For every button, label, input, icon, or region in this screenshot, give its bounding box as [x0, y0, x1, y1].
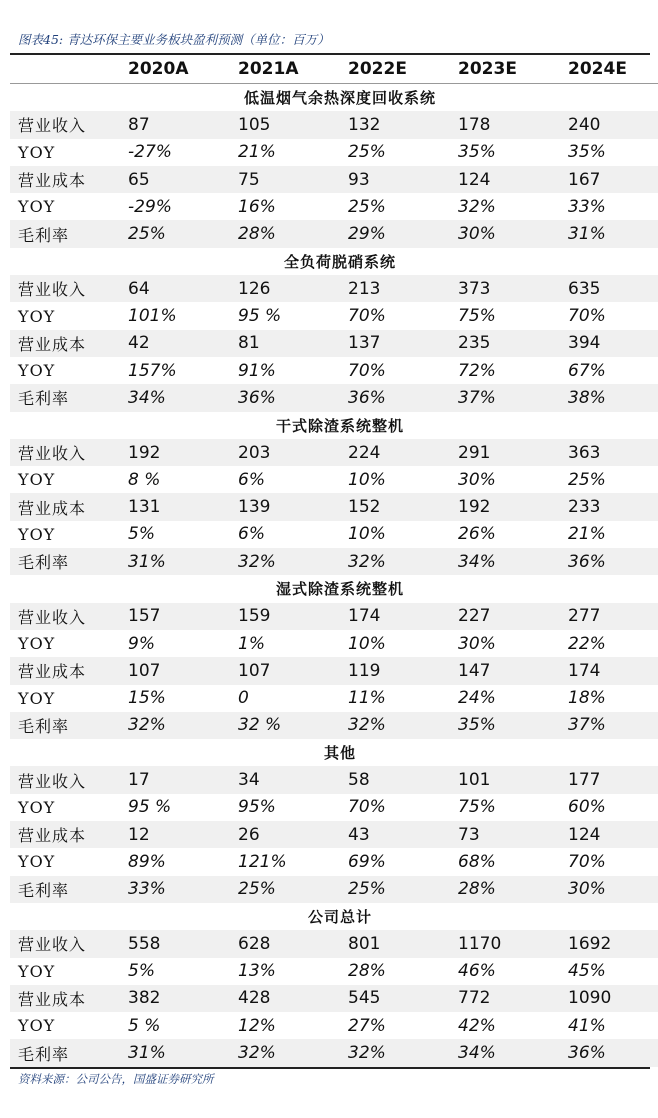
table-cell: 119	[340, 657, 450, 684]
table-cell: 22%	[568, 633, 606, 654]
row-label: 营业收入	[10, 930, 120, 957]
table-cell: 277	[560, 603, 658, 630]
row-label: 营业成本	[10, 657, 120, 684]
table-cell: 635	[560, 275, 658, 302]
table-cell: 25%	[348, 196, 386, 217]
table-cell: 30%	[458, 633, 496, 654]
table-cell: 24%	[458, 688, 496, 709]
row-label: 营业成本	[10, 166, 120, 193]
table-cell: 36%	[340, 384, 450, 411]
table-cell: 70%	[348, 360, 386, 381]
section-title: 干式除渣系统整机	[275, 416, 404, 435]
table-cell: 9%	[128, 633, 155, 654]
table-cell: 18%	[568, 688, 606, 709]
row-label: 毛利率	[10, 876, 120, 903]
table-row	[10, 985, 658, 1012]
table-cell: 124	[560, 821, 658, 848]
table-cell: 29%	[340, 220, 450, 247]
bottom-rule	[10, 1067, 650, 1069]
table-row	[10, 821, 658, 848]
table-cell: 28%	[348, 961, 386, 982]
table-cell: 42	[120, 330, 230, 357]
row-label: YOY	[18, 852, 56, 872]
table-cell: 58	[340, 766, 450, 793]
table-cell: -27%	[128, 142, 172, 163]
table-cell: 95 %	[128, 797, 172, 818]
table-cell: 1090	[560, 985, 658, 1012]
table-row	[10, 521, 658, 548]
table-cell: 41%	[568, 1015, 606, 1036]
table-cell: 6%	[238, 524, 265, 545]
row-label: 营业成本	[10, 985, 120, 1012]
table-cell: 174	[560, 657, 658, 684]
row-label: YOY	[18, 470, 56, 490]
table-cell: 6%	[238, 469, 265, 490]
table-cell: 159	[230, 603, 340, 630]
table-cell: 394	[560, 330, 658, 357]
table-row	[10, 193, 658, 220]
table-cell: 26	[230, 821, 340, 848]
row-label: YOY	[18, 361, 56, 381]
table-cell: 32%	[458, 196, 496, 217]
table-row	[10, 766, 658, 793]
table-cell: 801	[340, 930, 450, 957]
table-cell: 35%	[458, 142, 496, 163]
table-cell: 240	[560, 111, 658, 138]
table-cell: 772	[450, 985, 560, 1012]
table-cell: 45%	[568, 961, 606, 982]
table-cell: 28%	[230, 220, 340, 247]
row-label: 营业收入	[10, 111, 120, 138]
table-cell: 8 %	[128, 469, 161, 490]
table-cell: 70%	[348, 797, 386, 818]
table-cell: 38%	[560, 384, 658, 411]
table-cell: 31%	[120, 548, 230, 575]
row-label: 营业成本	[10, 493, 120, 520]
row-label: YOY	[18, 197, 56, 217]
table-cell: 95%	[238, 797, 276, 818]
table-cell: 139	[230, 493, 340, 520]
table-cell: 34%	[450, 1039, 560, 1066]
section-header-row	[10, 412, 658, 439]
table-cell: 25%	[348, 142, 386, 163]
table-cell: 70%	[568, 306, 606, 327]
table-cell: 30%	[450, 220, 560, 247]
header-year: 2021A	[230, 55, 340, 84]
table-row	[10, 439, 658, 466]
table-body	[10, 84, 658, 1067]
table-cell: 17	[120, 766, 230, 793]
table-cell: 203	[230, 439, 340, 466]
section-header-row	[10, 248, 658, 275]
table-cell: 67%	[568, 360, 606, 381]
table-cell: 36%	[230, 384, 340, 411]
header-year: 2024E	[560, 55, 658, 84]
table-cell: 32%	[230, 1039, 340, 1066]
table-cell: 224	[340, 439, 450, 466]
table-cell: 35%	[450, 712, 560, 739]
table-cell: 75	[230, 166, 340, 193]
section-header-row	[10, 84, 658, 112]
table-cell: 89%	[128, 851, 166, 872]
forecast-table	[10, 55, 658, 1067]
table-row	[10, 302, 658, 329]
table-row	[10, 357, 658, 384]
row-label: YOY	[18, 634, 56, 654]
table-cell: 33%	[568, 196, 606, 217]
row-label: YOY	[18, 142, 56, 162]
table-row	[10, 220, 658, 247]
table-cell: 91%	[238, 360, 276, 381]
table-cell: 137	[340, 330, 450, 357]
row-label: YOY	[18, 961, 56, 981]
table-row	[10, 794, 658, 821]
table-cell: 10%	[348, 469, 386, 490]
table-cell: 10%	[348, 633, 386, 654]
table-cell: 12%	[238, 1015, 276, 1036]
table-row	[10, 1039, 658, 1066]
table-row	[10, 166, 658, 193]
table-row	[10, 275, 658, 302]
table-cell: 60%	[568, 797, 606, 818]
table-cell: 32%	[340, 1039, 450, 1066]
header-row	[10, 55, 658, 84]
section-title: 湿式除渣系统整机	[275, 580, 404, 599]
table-cell: 28%	[450, 876, 560, 903]
table-cell: 157	[120, 603, 230, 630]
table-cell: 178	[450, 111, 560, 138]
table-cell: 167	[560, 166, 658, 193]
table-row	[10, 685, 658, 712]
row-label: 毛利率	[10, 548, 120, 575]
table-cell: 32%	[120, 712, 230, 739]
table-cell: 68%	[458, 851, 496, 872]
table-row	[10, 876, 658, 903]
table-cell: 12	[120, 821, 230, 848]
table-cell: 43	[340, 821, 450, 848]
table-cell: 382	[120, 985, 230, 1012]
table-row	[10, 712, 658, 739]
section-title: 全负荷脱硝系统	[283, 252, 396, 271]
table-cell: 15%	[128, 688, 166, 709]
table-cell: 72%	[458, 360, 496, 381]
table-cell: 70%	[348, 306, 386, 327]
header-year: 2023E	[450, 55, 560, 84]
section-header-row	[10, 575, 658, 602]
table-title: 图表45: 青达环保主要业务板块盈利预测（单位：百万）	[18, 32, 330, 47]
table-row	[10, 111, 658, 138]
table-row	[10, 330, 658, 357]
table-cell: 32 %	[230, 712, 340, 739]
row-label: 营业收入	[10, 439, 120, 466]
table-cell: 558	[120, 930, 230, 957]
header-year: 2022E	[340, 55, 450, 84]
table-cell: 227	[450, 603, 560, 630]
table-row	[10, 848, 658, 875]
table-cell: 25%	[230, 876, 340, 903]
table-cell: 75%	[458, 306, 496, 327]
table-cell: 32%	[340, 548, 450, 575]
source-note: 资料来源：公司公告，国盛证券研究所	[18, 1072, 214, 1086]
table-cell: 428	[230, 985, 340, 1012]
table-cell: 235	[450, 330, 560, 357]
header-year: 2020A	[120, 55, 230, 84]
header-label	[10, 55, 120, 84]
table-row	[10, 930, 658, 957]
table-cell: 16%	[238, 196, 276, 217]
table-row	[10, 630, 658, 657]
row-label: 毛利率	[10, 712, 120, 739]
table-cell: 32%	[230, 548, 340, 575]
table-row	[10, 603, 658, 630]
table-cell: 36%	[560, 548, 658, 575]
table-cell: 35%	[568, 142, 606, 163]
row-label: YOY	[18, 1016, 56, 1036]
table-cell: 107	[120, 657, 230, 684]
section-title: 低温烟气余热深度回收系统	[243, 89, 436, 108]
table-cell: 46%	[458, 961, 496, 982]
table-cell: 37%	[560, 712, 658, 739]
table-cell: 0	[238, 688, 249, 709]
table-cell: 5%	[128, 961, 155, 982]
table-cell: 65	[120, 166, 230, 193]
table-cell: 373	[450, 275, 560, 302]
section-title: 其他	[323, 744, 356, 763]
row-label: 毛利率	[10, 1039, 120, 1066]
table-cell: 25%	[120, 220, 230, 247]
table-cell: 70%	[568, 851, 606, 872]
table-cell: 5 %	[128, 1015, 161, 1036]
table-cell: 34%	[450, 548, 560, 575]
table-cell: 30%	[458, 469, 496, 490]
table-cell: 75%	[458, 797, 496, 818]
table-cell: 101	[450, 766, 560, 793]
table-cell: -29%	[128, 196, 172, 217]
table-cell: 177	[560, 766, 658, 793]
row-label: 营业收入	[10, 275, 120, 302]
table-cell: 37%	[450, 384, 560, 411]
table-cell: 33%	[120, 876, 230, 903]
table-row	[10, 958, 658, 985]
table-row	[10, 466, 658, 493]
table-cell: 192	[120, 439, 230, 466]
table-cell: 42%	[458, 1015, 496, 1036]
table-cell: 25%	[568, 469, 606, 490]
table-cell: 10%	[348, 524, 386, 545]
table-row	[10, 657, 658, 684]
table-cell: 64	[120, 275, 230, 302]
section-header-row	[10, 903, 658, 930]
table-cell: 132	[340, 111, 450, 138]
table-cell: 11%	[348, 688, 386, 709]
table-cell: 95 %	[238, 306, 282, 327]
row-label: 毛利率	[10, 220, 120, 247]
table-row	[10, 493, 658, 520]
table-cell: 213	[340, 275, 450, 302]
table-cell: 32%	[340, 712, 450, 739]
row-label: YOY	[18, 306, 56, 326]
row-label: 营业收入	[10, 603, 120, 630]
table-cell: 192	[450, 493, 560, 520]
table-cell: 1170	[450, 930, 560, 957]
table-cell: 26%	[458, 524, 496, 545]
table-cell: 107	[230, 657, 340, 684]
row-label: YOY	[18, 524, 56, 544]
row-label: 营业成本	[10, 821, 120, 848]
table-row	[10, 384, 658, 411]
table-cell: 31%	[120, 1039, 230, 1066]
table-cell: 34%	[120, 384, 230, 411]
table-cell: 291	[450, 439, 560, 466]
table-cell: 31%	[560, 220, 658, 247]
table-cell: 131	[120, 493, 230, 520]
table-cell: 27%	[348, 1015, 386, 1036]
table-cell: 87	[120, 111, 230, 138]
table-cell: 13%	[238, 961, 276, 982]
table-cell: 105	[230, 111, 340, 138]
table-cell: 5%	[128, 524, 155, 545]
table-cell: 36%	[560, 1039, 658, 1066]
table-row	[10, 1012, 658, 1039]
table-cell: 628	[230, 930, 340, 957]
table-cell: 93	[340, 166, 450, 193]
section-header-row	[10, 739, 658, 766]
table-cell: 152	[340, 493, 450, 520]
table-cell: 121%	[238, 851, 287, 872]
section-title: 公司总计	[307, 908, 372, 927]
table-cell: 21%	[568, 524, 606, 545]
table-cell: 25%	[340, 876, 450, 903]
table-row	[10, 139, 658, 166]
table-cell: 1692	[560, 930, 658, 957]
table-row	[10, 548, 658, 575]
row-label: YOY	[18, 688, 56, 708]
row-label: 营业收入	[10, 766, 120, 793]
table-cell: 174	[340, 603, 450, 630]
table-cell: 69%	[348, 851, 386, 872]
table-cell: 124	[450, 166, 560, 193]
table-cell: 126	[230, 275, 340, 302]
table-cell: 21%	[238, 142, 276, 163]
table-cell: 73	[450, 821, 560, 848]
row-label: YOY	[18, 797, 56, 817]
table-cell: 545	[340, 985, 450, 1012]
table-cell: 233	[560, 493, 658, 520]
table-cell: 157%	[128, 360, 177, 381]
row-label: 营业成本	[10, 330, 120, 357]
table-cell: 363	[560, 439, 658, 466]
row-label: 毛利率	[10, 384, 120, 411]
table-cell: 30%	[560, 876, 658, 903]
table-cell: 147	[450, 657, 560, 684]
table-cell: 101%	[128, 306, 177, 327]
table-cell: 34	[230, 766, 340, 793]
table-cell: 1%	[238, 633, 265, 654]
table-cell: 81	[230, 330, 340, 357]
